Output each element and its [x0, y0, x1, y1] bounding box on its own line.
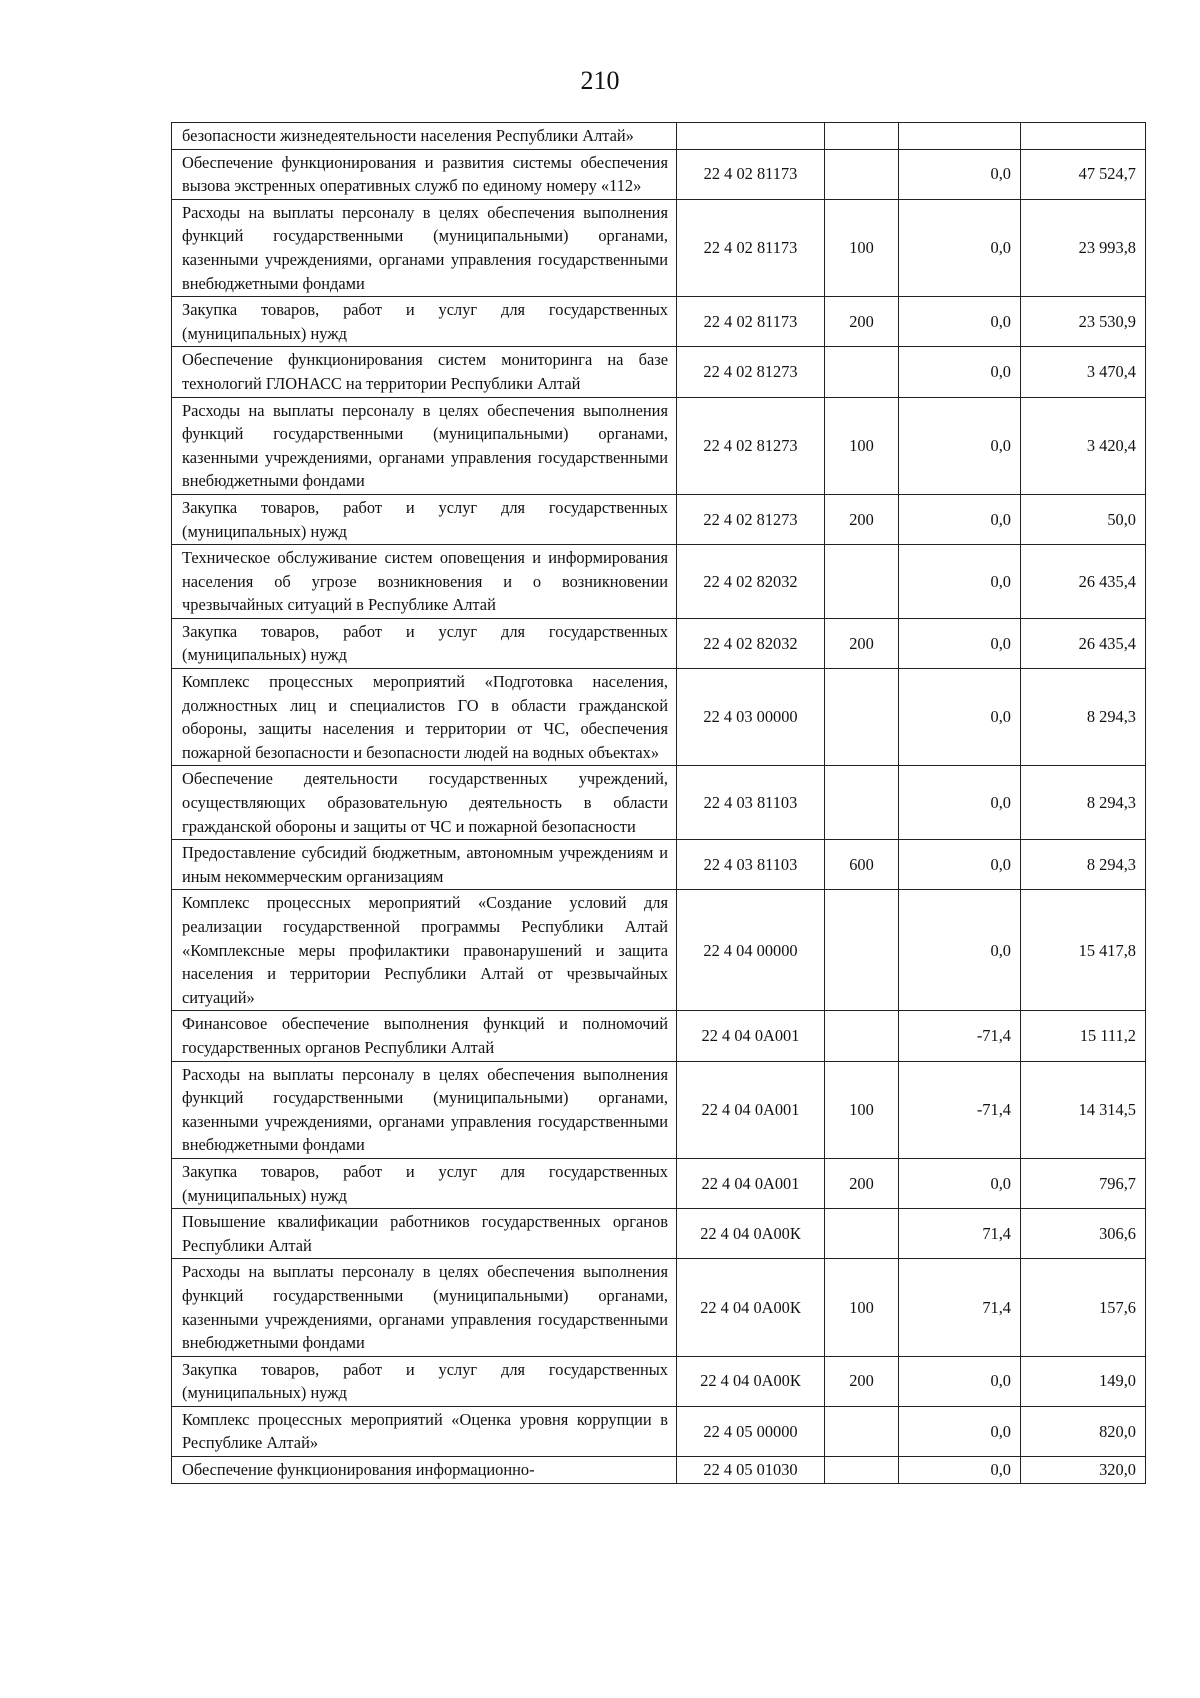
row-expense-type [825, 347, 899, 397]
row-target-code: 22 4 02 82032 [677, 545, 825, 619]
row-description: Техническое обслуживание систем оповещения и информирования населения об угрозе возникновения и о возникновении чрезвычайных ситуаций в Республике Алтай [172, 545, 677, 619]
row-change-amount: 0,0 [899, 766, 1021, 840]
row-total-amount: 8 294,3 [1021, 669, 1146, 766]
budget-table [171, 122, 1146, 1484]
row-total-amount: 14 314,5 [1021, 1061, 1146, 1158]
table-row [172, 397, 1146, 494]
row-change-amount: 71,4 [899, 1209, 1021, 1259]
row-description: Расходы на выплаты персоналу в целях обеспечения выполнения функций государственными (муниципальными) органами, казенными учреждениями, органами управления государственными внебюджетными фондами [172, 1259, 677, 1356]
row-description: Расходы на выплаты персоналу в целях обеспечения выполнения функций государственными (муниципальными) органами, казенными учреждениями, органами управления государственными внебюджетными фондами [172, 199, 677, 296]
page-number: 210 [580, 66, 620, 95]
row-target-code: 22 4 03 81103 [677, 766, 825, 840]
row-expense-type: 600 [825, 840, 899, 890]
row-expense-type: 100 [825, 397, 899, 494]
row-change-amount: 0,0 [899, 1158, 1021, 1208]
row-total-amount: 23 993,8 [1021, 199, 1146, 296]
table-row [172, 297, 1146, 347]
table-row [172, 199, 1146, 296]
table-row [172, 1457, 1146, 1484]
row-total-amount: 306,6 [1021, 1209, 1146, 1259]
table-row [172, 1011, 1146, 1061]
row-description: Комплекс процессных мероприятий «Подготовка населения, должностных лиц и специалистов ГО в области гражданской обороны, защиты населения и территории от ЧС, обеспечения пожарной безопасности и безопасности людей на водных объектах» [172, 669, 677, 766]
row-target-code: 22 4 02 81273 [677, 494, 825, 544]
row-description: Комплекс процессных мероприятий «Создание условий для реализации государственной программы Республики Алтай «Комплексные меры профилактики правонарушений и защита населения и территории Республики Алтай от чрезвычайных ситуаций» [172, 890, 677, 1011]
row-expense-type [825, 890, 899, 1011]
table-row [172, 766, 1146, 840]
table-row [172, 840, 1146, 890]
row-expense-type: 100 [825, 1259, 899, 1356]
row-change-amount: 0,0 [899, 840, 1021, 890]
table-row [172, 347, 1146, 397]
table-row [172, 1209, 1146, 1259]
row-change-amount: 0,0 [899, 494, 1021, 544]
row-target-code: 22 4 03 00000 [677, 669, 825, 766]
row-description: Предоставление субсидий бюджетным, автономным учреждениям и иным некоммерческим организациям [172, 840, 677, 890]
row-target-code: 22 4 02 82032 [677, 618, 825, 668]
row-description: Закупка товаров, работ и услуг для государственных (муниципальных) нужд [172, 297, 677, 347]
row-description: Закупка товаров, работ и услуг для государственных (муниципальных) нужд [172, 618, 677, 668]
row-expense-type [825, 1011, 899, 1061]
row-expense-type: 200 [825, 618, 899, 668]
row-target-code: 22 4 02 81173 [677, 297, 825, 347]
row-description: Обеспечение функционирования систем мониторинга на базе технологий ГЛОНАСС на территории Республики Алтай [172, 347, 677, 397]
row-change-amount: 0,0 [899, 1356, 1021, 1406]
row-change-amount: -71,4 [899, 1061, 1021, 1158]
row-total-amount: 3 470,4 [1021, 347, 1146, 397]
row-expense-type: 200 [825, 1158, 899, 1208]
row-expense-type [825, 1457, 899, 1484]
row-description: Обеспечение функционирования информационно- [172, 1457, 677, 1484]
row-change-amount [899, 123, 1021, 150]
table-row [172, 1158, 1146, 1208]
row-total-amount: 50,0 [1021, 494, 1146, 544]
row-total-amount [1021, 123, 1146, 150]
row-total-amount: 47 524,7 [1021, 149, 1146, 199]
row-total-amount: 320,0 [1021, 1457, 1146, 1484]
row-description: Закупка товаров, работ и услуг для государственных (муниципальных) нужд [172, 1158, 677, 1208]
row-change-amount: 0,0 [899, 1457, 1021, 1484]
row-expense-type [825, 1209, 899, 1259]
row-change-amount: 71,4 [899, 1259, 1021, 1356]
row-change-amount: 0,0 [899, 890, 1021, 1011]
row-expense-type [825, 766, 899, 840]
row-description: Обеспечение деятельности государственных учреждений, осуществляющих образовательную деятельность в области гражданской обороны и защиты от ЧС и пожарной безопасности [172, 766, 677, 840]
budget-table-body [172, 123, 1146, 1484]
row-change-amount: 0,0 [899, 297, 1021, 347]
row-target-code: 22 4 02 81173 [677, 199, 825, 296]
table-row [172, 1061, 1146, 1158]
row-total-amount: 26 435,4 [1021, 618, 1146, 668]
row-expense-type [825, 1406, 899, 1456]
row-total-amount: 15 111,2 [1021, 1011, 1146, 1061]
row-total-amount: 8 294,3 [1021, 840, 1146, 890]
row-change-amount: -71,4 [899, 1011, 1021, 1061]
row-description: Закупка товаров, работ и услуг для государственных (муниципальных) нужд [172, 1356, 677, 1406]
row-expense-type: 100 [825, 199, 899, 296]
row-target-code: 22 4 02 81273 [677, 397, 825, 494]
row-target-code: 22 4 05 00000 [677, 1406, 825, 1456]
row-total-amount: 820,0 [1021, 1406, 1146, 1456]
row-total-amount: 8 294,3 [1021, 766, 1146, 840]
table-row [172, 1259, 1146, 1356]
row-target-code: 22 4 03 81103 [677, 840, 825, 890]
row-change-amount: 0,0 [899, 618, 1021, 668]
row-total-amount: 796,7 [1021, 1158, 1146, 1208]
table-row [172, 618, 1146, 668]
row-description: Комплекс процессных мероприятий «Оценка уровня коррупции в Республике Алтай» [172, 1406, 677, 1456]
row-change-amount: 0,0 [899, 545, 1021, 619]
row-expense-type [825, 123, 899, 150]
table-row [172, 669, 1146, 766]
row-change-amount: 0,0 [899, 397, 1021, 494]
row-total-amount: 157,6 [1021, 1259, 1146, 1356]
row-expense-type [825, 149, 899, 199]
table-row [172, 149, 1146, 199]
row-description: Закупка товаров, работ и услуг для государственных (муниципальных) нужд [172, 494, 677, 544]
row-expense-type: 200 [825, 494, 899, 544]
row-change-amount: 0,0 [899, 347, 1021, 397]
row-target-code: 22 4 04 00000 [677, 890, 825, 1011]
table-row [172, 890, 1146, 1011]
row-expense-type [825, 545, 899, 619]
table-row [172, 545, 1146, 619]
row-description: Расходы на выплаты персоналу в целях обеспечения выполнения функций государственными (муниципальными) органами, казенными учреждениями, органами управления государственными внебюджетными фондами [172, 397, 677, 494]
row-total-amount: 15 417,8 [1021, 890, 1146, 1011]
row-target-code: 22 4 04 0А001 [677, 1061, 825, 1158]
table-row [172, 494, 1146, 544]
row-change-amount: 0,0 [899, 149, 1021, 199]
row-total-amount: 149,0 [1021, 1356, 1146, 1406]
row-expense-type: 200 [825, 297, 899, 347]
row-description: безопасности жизнедеятельности населения Республики Алтай» [172, 123, 677, 150]
row-total-amount: 26 435,4 [1021, 545, 1146, 619]
row-description: Повышение квалификации работников государственных органов Республики Алтай [172, 1209, 677, 1259]
row-target-code: 22 4 05 01030 [677, 1457, 825, 1484]
row-description: Расходы на выплаты персоналу в целях обеспечения выполнения функций государственными (муниципальными) органами, казенными учреждениями, органами управления государственными внебюджетными фондами [172, 1061, 677, 1158]
row-total-amount: 23 530,9 [1021, 297, 1146, 347]
row-description: Финансовое обеспечение выполнения функций и полномочий государственных органов Республики Алтай [172, 1011, 677, 1061]
table-row [172, 1406, 1146, 1456]
row-target-code: 22 4 04 0А00К [677, 1356, 825, 1406]
row-change-amount: 0,0 [899, 669, 1021, 766]
row-description: Обеспечение функционирования и развития системы обеспечения вызова экстренных оперативных служб по единому номеру «112» [172, 149, 677, 199]
row-change-amount: 0,0 [899, 1406, 1021, 1456]
row-expense-type: 100 [825, 1061, 899, 1158]
table-row [172, 123, 1146, 150]
row-target-code: 22 4 04 0А001 [677, 1011, 825, 1061]
row-target-code: 22 4 02 81173 [677, 149, 825, 199]
row-target-code: 22 4 02 81273 [677, 347, 825, 397]
row-expense-type [825, 669, 899, 766]
row-target-code [677, 123, 825, 150]
row-target-code: 22 4 04 0А00К [677, 1259, 825, 1356]
row-change-amount: 0,0 [899, 199, 1021, 296]
row-target-code: 22 4 04 0А00К [677, 1209, 825, 1259]
row-target-code: 22 4 04 0А001 [677, 1158, 825, 1208]
row-total-amount: 3 420,4 [1021, 397, 1146, 494]
table-row [172, 1356, 1146, 1406]
row-expense-type: 200 [825, 1356, 899, 1406]
